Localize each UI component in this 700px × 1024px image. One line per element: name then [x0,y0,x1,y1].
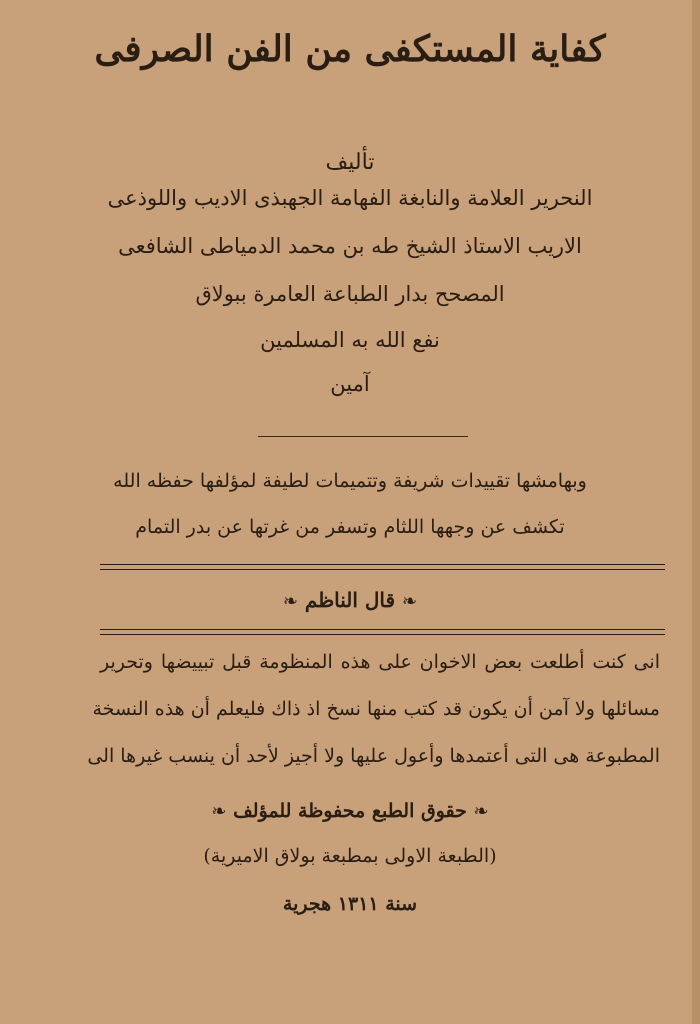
author-line-2: الاريب الاستاذ الشيخ طه بن محمد الدمياطى الشافعى [118,234,582,258]
speaker-heading [60,588,640,612]
ornament-right-icon: ❧ [473,801,489,822]
author-line-4: نفع الله به المسلمين [260,328,440,352]
author-line-3: المصحح بدار الطباعة العامرة ببولاق [195,282,505,306]
author-line-5: آمين [330,372,370,396]
author-line-1: النحرير العلامة والنابغة الفهامة الجهبذى الاديب واللوذعى [107,186,593,210]
margin-note-line-1: وبهامشها تقييدات شريفة وتتميمات لطيفة لمؤلفها حفظه الله [113,470,587,492]
margin-note-line-2: تكشف عن وجهها اللثام وتسفر من غرتها عن بدر التمام [135,516,565,538]
publication-year: سنة ١٣١١ هجرية [282,893,418,915]
double-divider-top [100,564,665,570]
book-title: كفاية المستكفى من الفن الصرفى [94,28,606,70]
body-line-3: المطبوعة هى التى أعتمدها وأعول عليها ولا أجيز لأحد أن ينسب غيرها الى [87,745,660,767]
authored-by-label: تأليف [325,150,375,175]
rights-text: حقوق الطبع محفوظة للمؤلف [233,800,467,822]
ornament-left-icon: ❧ [282,591,298,612]
ornament-left-icon: ❧ [211,801,227,822]
body-line-2: مسائلها ولا آمن أن يكون قد كتب منها نسخ اذ ذاك فليعلم أن هذه النسخة [92,698,660,720]
edition-notice: (الطبعة الاولى بمطبعة بولاق الاميرية) [203,845,497,867]
page-edge [692,0,700,1024]
ornament-right-icon: ❧ [402,591,418,612]
body-line-1: انى كنت أطلعت بعض الاخوان على هذه المنظومة قبل تبييضها وتحرير [100,651,660,673]
rights-notice [60,800,640,822]
double-divider-bottom [100,629,665,635]
speaker-label: قال الناظم [304,588,396,612]
short-divider [258,436,468,437]
